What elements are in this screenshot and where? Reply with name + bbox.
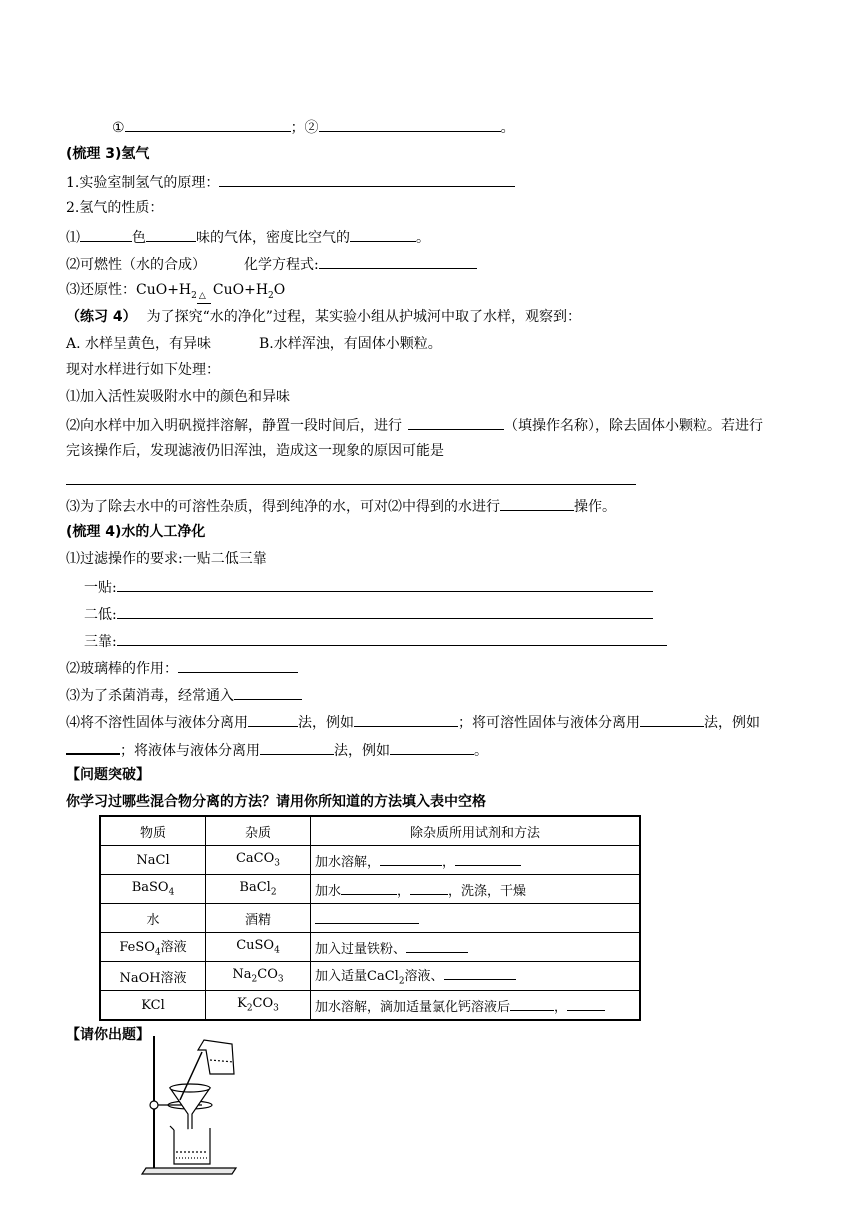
cell-impurity (206, 933, 311, 962)
section-3-item-5 (66, 281, 285, 305)
answer-blank[interactable] (444, 965, 516, 980)
method-text: 加水 (315, 883, 342, 899)
item-text: 法，例如 (704, 715, 760, 731)
cell-substance (100, 875, 206, 904)
exercise-text: 为了探究“水的净化”过程，某实验小组从护城河中取了水样，观察到： (146, 309, 581, 325)
filter-rule-1 (84, 577, 653, 597)
method-text: 加水溶解，滴加适量氯化钙溶液后 (315, 999, 511, 1015)
cell-impurity (206, 875, 311, 904)
item-text: ⑵可燃性（水的合成） (66, 257, 206, 273)
method-text: ， (442, 854, 456, 870)
table-row (100, 904, 640, 933)
ask-heading: 【请你出题】 (66, 1027, 150, 1043)
filtration-apparatus-icon (140, 1028, 250, 1178)
cell-substance: 水 (100, 904, 206, 933)
answer-blank[interactable] (390, 740, 474, 755)
formula: K (237, 996, 247, 1012)
section-3-heading: (梳理 3)氢气 (66, 146, 150, 162)
answer-blank[interactable] (406, 938, 468, 953)
header-substance: 物质 (100, 816, 206, 846)
answer-blank[interactable] (80, 227, 132, 242)
cell-substance: NaOH溶液 (100, 962, 206, 991)
question-text: （填操作名称），除去固体小颗粒。若进行 (504, 418, 763, 434)
subscript: 4 (154, 947, 161, 958)
answer-blank[interactable] (117, 604, 653, 619)
formula: FeSO (119, 940, 155, 956)
answer-blank[interactable] (260, 740, 334, 755)
method-text: 加入适量CaCl (315, 969, 399, 985)
answer-blank[interactable] (500, 496, 574, 511)
item-text: ；将液体与液体分离用 (120, 743, 260, 759)
answer-blank[interactable] (408, 415, 504, 430)
table-row (100, 991, 640, 1021)
exercise-4-q2-cont: 完该操作后，发现滤液仍旧浑浊，造成这一现象的原因可能是 (66, 443, 444, 459)
answer-blank[interactable] (219, 172, 515, 187)
answer-blank[interactable] (410, 880, 448, 895)
item-text: 1.实验室制氢气的原理： (66, 175, 220, 191)
cell-impurity (206, 962, 311, 991)
question-text: ⑵向水样中加入明矾搅拌溶解，静置一段时间后，进行 (66, 418, 402, 434)
exercise-label: （练习 4） (66, 309, 137, 325)
filter-rule-2 (84, 604, 653, 624)
heat-condition: △ (198, 291, 206, 301)
formula: Na (232, 967, 252, 983)
question-text: 操作。 (574, 499, 616, 515)
item-text: 化学方程式: (244, 257, 319, 273)
rule-label: 三靠: (84, 634, 117, 650)
cell-method (311, 846, 641, 875)
cell-method (311, 904, 641, 933)
formula: 溶液 (160, 940, 187, 956)
subscript: 3 (273, 1003, 279, 1014)
subscript: 2 (251, 974, 258, 985)
cell-impurity: 酒精 (206, 904, 311, 933)
formula: CO (252, 996, 274, 1012)
question-text: ⑶为了除去水中的可溶性杂质，得到纯净的水，可对⑵中得到的水进行 (66, 499, 500, 515)
answer-blank[interactable] (510, 996, 554, 1011)
exercise-4-treat: 现对水样进行如下处理： (66, 362, 220, 378)
equation-right: O (273, 282, 286, 298)
answer-blank[interactable] (319, 254, 477, 269)
cell-impurity (206, 846, 311, 875)
equation-right: CuO+H (212, 282, 269, 298)
method-text: ， (554, 999, 568, 1015)
table-row (100, 933, 640, 962)
formula: BaSO (131, 880, 169, 896)
subscript: 4 (274, 945, 280, 956)
answer-blank[interactable] (640, 712, 704, 727)
section-3-item-4 (66, 254, 477, 274)
answer-blank[interactable] (234, 685, 302, 700)
table-row (100, 846, 640, 875)
item-text: ⑵玻璃棒的作用： (66, 661, 178, 677)
answer-blank[interactable] (248, 712, 298, 727)
answer-blank[interactable] (319, 117, 501, 132)
subscript: 2 (398, 976, 405, 987)
item-text: ⑷将不溶性固体与液体分离用 (66, 715, 248, 731)
formula: CO (257, 967, 278, 983)
separator: ；② (290, 120, 319, 136)
method-text: 溶液、 (404, 969, 444, 985)
exercise-4 (66, 308, 581, 326)
exercise-4-q3 (66, 496, 616, 516)
subscript: 2 (191, 290, 197, 301)
section-4-item-4 (66, 712, 760, 732)
answer-blank[interactable] (117, 577, 653, 592)
answer-blank[interactable] (178, 658, 298, 673)
item-text: ；将可溶性固体与液体分离用 (458, 715, 640, 731)
table-header-row (100, 816, 640, 846)
answer-blank[interactable] (354, 712, 458, 727)
rule-label: 一贴: (84, 580, 117, 596)
option-a: A. 水样呈黄色，有异味 (66, 336, 212, 352)
filter-rule-3 (84, 631, 667, 651)
header-impurity: 杂质 (206, 816, 311, 846)
formula: BaCl (239, 880, 271, 896)
answer-blank[interactable] (455, 851, 521, 866)
answer-blank[interactable] (567, 996, 605, 1011)
cell-substance: KCl (100, 991, 206, 1021)
answer-blank[interactable] (315, 909, 419, 924)
section-3-item-3 (66, 227, 430, 247)
item-marker: ⑴ (66, 230, 80, 246)
cell-method (311, 875, 641, 904)
separation-table (99, 815, 641, 1021)
item-text: 味的气体，密度比空气的 (196, 230, 350, 246)
blank-line-1 (112, 117, 515, 137)
cell-substance: NaCl (100, 846, 206, 875)
cell-substance (100, 933, 206, 962)
answer-blank[interactable] (341, 880, 397, 895)
subscript: 3 (274, 858, 281, 869)
rule-label: 二低: (84, 607, 117, 623)
subscript: 2 (268, 290, 274, 301)
table-row (100, 962, 640, 991)
breakthrough-question: 你学习过哪些混合物分离的方法？请用你所知道的方法填入表中空格 (66, 794, 486, 810)
item-text: 法，例如 (334, 743, 390, 759)
subscript: 4 (168, 887, 175, 898)
answer-blank[interactable] (146, 227, 196, 242)
item-1-marker: ① (112, 120, 125, 136)
item-text: ⑶为了杀菌消毒，经常通入 (66, 688, 234, 704)
method-text: 加入过量铁粉、 (315, 941, 407, 957)
cell-impurity (206, 991, 311, 1021)
answer-blank-long[interactable] (66, 470, 636, 485)
section-3-item-1 (66, 172, 515, 192)
option-b: B.水样浑浊，有固体小颗粒。 (259, 336, 442, 352)
answer-blank[interactable] (66, 739, 120, 755)
section-4-item-4-cont (66, 739, 488, 760)
period: 。 (416, 230, 430, 246)
answer-blank[interactable] (350, 227, 416, 242)
method-text: ， (397, 883, 411, 899)
exercise-4-q2 (66, 415, 763, 435)
subscript: 2 (246, 1003, 253, 1014)
method-text: 加水溶解， (315, 854, 381, 870)
cell-method (311, 962, 641, 991)
cell-method (311, 991, 641, 1021)
section-4-item-1: ⑴过滤操作的要求:一贴二低三靠 (66, 551, 267, 567)
exercise-4-options (66, 335, 442, 353)
section-4-item-2 (66, 658, 298, 678)
period: 。 (474, 743, 488, 759)
item-text: 色 (132, 230, 146, 246)
answer-blank[interactable] (117, 631, 667, 646)
subscript: 2 (270, 887, 277, 898)
breakthrough-heading: 【问题突破】 (66, 767, 150, 783)
section-4-heading: (梳理 4)水的人工净化 (66, 524, 206, 540)
answer-blank[interactable] (125, 117, 291, 132)
answer-blank[interactable] (380, 851, 442, 866)
formula: CaCO (235, 851, 275, 867)
formula: CuSO (236, 938, 275, 954)
period: 。 (500, 120, 515, 136)
exercise-4-q1: ⑴加入活性炭吸附水中的颜色和异味 (66, 389, 290, 405)
equation-left: ⑶还原性：CuO+H (66, 282, 192, 298)
section-3-item-2: 2.氢气的性质： (66, 200, 164, 216)
cell-method (311, 933, 641, 962)
method-text: ，洗涤，干燥 (448, 883, 527, 899)
item-text: 法，例如 (298, 715, 354, 731)
subscript: 3 (277, 974, 284, 985)
section-4-item-3 (66, 685, 302, 705)
header-method: 除杂质所用试剂和方法 (311, 816, 641, 846)
table-row (100, 875, 640, 904)
